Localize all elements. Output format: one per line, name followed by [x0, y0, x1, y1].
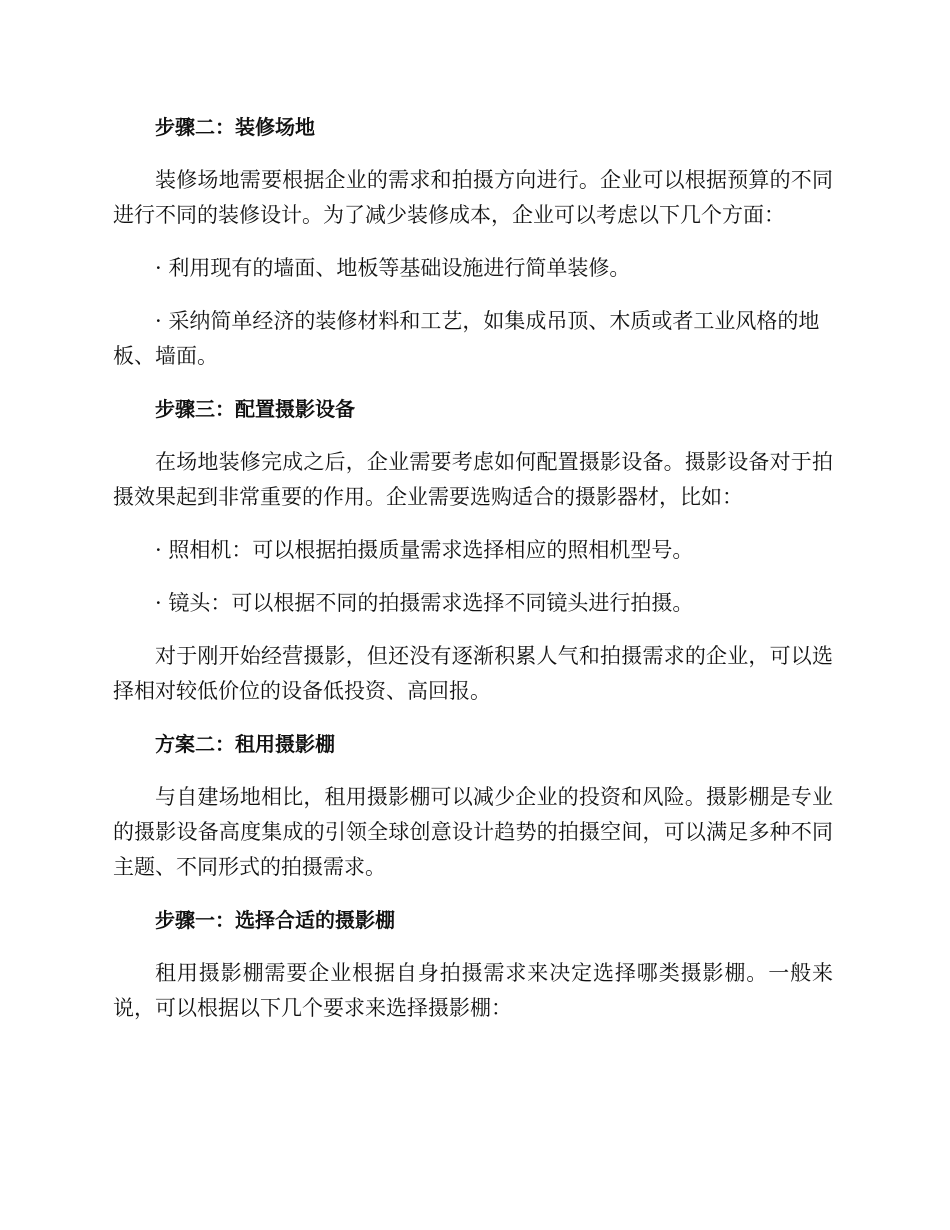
section-heading-step1: 步骤一：选择合适的摄影棚 — [155, 908, 395, 932]
paragraph-renovation: 装修场地需要根据企业的需求和拍摄方向进行。企业可以根据预算的不同进行不同的装修设计。为了减少装修成本，企业可以考虑以下几个方面： — [113, 168, 833, 227]
bullet-item-camera: · 照相机：可以根据拍摄质量需求选择相应的照相机型号。 — [155, 538, 694, 562]
paragraph-equipment: 在场地装修完成之后，企业需要考虑如何配置摄影设备。摄影设备对于拍摄效果起到非常重要的作用。企业需要选购适合的摄影器材，比如： — [113, 450, 833, 509]
paragraph-low-budget: 对于刚开始经营摄影，但还没有逐渐积累人气和拍摄需求的企业，可以选择相对较低价位的设备低投资、高回报。 — [113, 644, 833, 703]
document-body — [113, 110, 833, 1044]
bullet-item-economical-materials: · 采纳简单经济的装修材料和工艺，如集成吊顶、木质或者工业风格的地板、墙面。 — [113, 309, 820, 368]
paragraph-rent-studio: 与自建场地相比，租用摄影棚可以减少企业的投资和风险。摄影棚是专业的摄影设备高度集成的引领全球创意设计趋势的拍摄空间，可以满足多种不同主题、不同形式的拍摄需求。 — [113, 785, 833, 879]
bullet-item-existing-walls: · 利用现有的墙面、地板等基础设施进行简单装修。 — [155, 256, 631, 280]
section-heading-step2: 步骤二：装修场地 — [155, 115, 315, 139]
paragraph-choose-studio: 租用摄影棚需要企业根据自身拍摄需求来决定选择哪类摄影棚。一般来说，可以根据以下几个要求来选择摄影棚： — [113, 961, 833, 1020]
bullet-item-lens: · 镜头：可以根据不同的拍摄需求选择不同镜头进行拍摄。 — [155, 591, 694, 615]
section-heading-step3: 步骤三：配置摄影设备 — [155, 397, 355, 421]
section-heading-plan2: 方案二：租用摄影棚 — [155, 732, 335, 756]
